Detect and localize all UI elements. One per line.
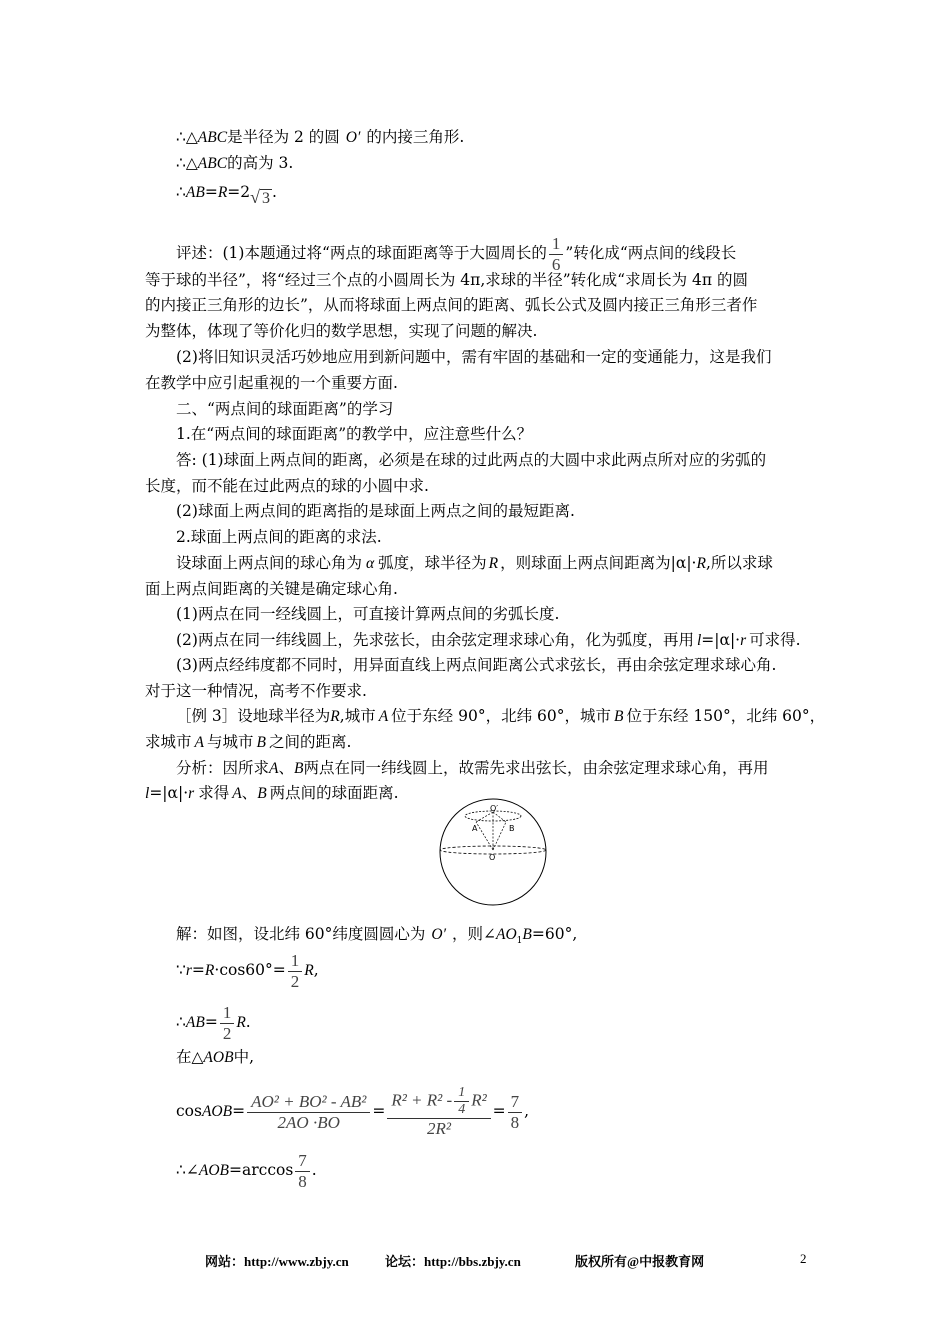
solution-line-2: ∵r=R·cos60°= $\frac{1}{2}$ R,	[176, 950, 319, 991]
answer-line-1: 答: (1)球面上两点间的距离，必须是在球的过此两点的大圆中求此两点所对应的劣弧的	[176, 451, 767, 469]
footer-site[interactable]: 网站：http://www.zbjy.cn	[205, 1254, 349, 1269]
method-case-2: (2)两点在同一纬线圆上，先求弦长，由余弦定理求球心角，化为弧度，再用 l=|α|·r 可求得.	[176, 631, 801, 649]
fraction-half: $\frac{1}{2}$	[288, 951, 303, 992]
radius-r: R	[217, 184, 228, 201]
fraction-law-of-cosines: $\frac{\text{AO² + BO² - AB²}}{2AO \cdot BO}$	[247, 1092, 370, 1133]
method-line-1: 设球面上两点间的球心角为 α 弧度，球半径为 R ，则球面上两点间距离为|α|·R,所以求球	[176, 554, 773, 572]
label-o-prime: O′	[490, 804, 499, 813]
comment-line-3: 的内接正三角形的边长”，从而将球面上两点间的距离、弧长公式及圆内接正三角形三者作	[145, 296, 758, 314]
answer-line-3: (2)球面上两点间的距离指的是球面上两点之间的最短距离.	[176, 502, 575, 520]
triangle-name: ABC	[197, 155, 228, 172]
fraction-seven-eighths: $\frac{7}{8}$	[295, 1151, 310, 1192]
period: .	[272, 183, 277, 201]
center-name: O′	[345, 129, 361, 146]
eq: =	[204, 183, 218, 201]
analysis-line-1: 分析：因所求A、B两点在同一纬线圆上，故需先求出弦长，由余弦定理求球心角，再用	[176, 759, 769, 777]
method-line-2: 面上两点间距离的关键是确定球心角.	[145, 580, 398, 598]
comment-line-4: 为整体，体现了等价化归的数学思想，实现了问题的解决.	[145, 322, 538, 340]
comment-line-5: (2)将旧知识灵活巧妙地应用到新问题中，需有牢固的基础和一定的变通能力，这是我们	[176, 348, 772, 366]
label-b: B	[509, 824, 515, 833]
solution-conclusion: ∴∠AOB=arccos $\frac{7}{8}$ .	[176, 1150, 317, 1191]
method-case-3-note: 对于这一种情况，高考不作要求.	[145, 682, 367, 700]
method-case-3: (3)两点经纬度都不同时，用异面直线上两点间距离公式求弦长，再由余弦定理求球心角.	[176, 656, 777, 674]
segment-ab: AB	[185, 184, 205, 201]
label-o: O	[489, 853, 496, 862]
therefore: ∴	[176, 183, 186, 201]
text: 的高为 3.	[227, 154, 294, 172]
text: 的内接三角形.	[366, 128, 465, 146]
fraction-half: $\frac{1}{2}$	[220, 1003, 235, 1044]
label-a: A	[472, 824, 478, 833]
triangle-name: ABC	[197, 129, 228, 146]
section-heading: 二、“两点间的球面距离”的学习	[176, 400, 394, 418]
proof-line-1	[176, 126, 464, 149]
comment-line-2: 等于球的半径”，将“经过三个点的小圆周长为 4π,求球的半径”转化成“求周长为 4π 的圆	[145, 271, 749, 289]
coef: =2	[227, 183, 251, 201]
analysis-line-2: l=|α|·r 求得 A、B 两点间的球面距离.	[145, 784, 399, 802]
footer-copyright: 版权所有@中报教育网	[575, 1254, 705, 1269]
comment-line-1: 评述：(1)本题通过将“两点的球面距离等于大圆周长的 $\frac{1}{6}$ ”转化成“两点间的线段长	[176, 233, 737, 274]
page-number: 2	[800, 1251, 807, 1266]
cosine-formula: cosAOB= $\frac{\text{AO² + BO² - AB²}}{2AO \cdot BO}$ = R² + R² - $\frac{1}{4}$ R² 2R² = $\frac{7}{8}$ ,	[176, 1085, 530, 1138]
solution-line-1: 解：如图，设北纬 60°纬度圆圆心为 O′ ，则$\angle AO_1B=60^\circ$,	[176, 925, 578, 947]
therefore: ∴△	[176, 128, 198, 146]
comment-line-6: 在教学中应引起重视的一个重要方面.	[145, 374, 398, 392]
fraction-substituted: R² + R² - $\frac{1}{4}$ R² 2R²	[387, 1085, 490, 1139]
question-2: 2.球面上两点间的距离的求法.	[176, 528, 382, 546]
therefore: ∴△	[176, 154, 198, 172]
proof-line-2	[176, 152, 293, 175]
example-3-line-2: 求城市 A 与城市 B 之间的距离.	[145, 733, 352, 751]
method-case-1: (1)两点在同一经线圆上，可直接计算两点间的劣弧长度.	[176, 605, 560, 623]
fraction-seven-eighths: $\frac{7}{8}$	[508, 1092, 523, 1133]
sqrt-symbol: √ 3	[250, 187, 271, 207]
text: 是半径为 2 的圆	[227, 128, 340, 146]
footer-forum[interactable]: 论坛：http://bbs.zbjy.cn	[385, 1254, 521, 1269]
sphere-outline	[440, 799, 546, 905]
fraction-one-sixth: $\frac{1}{6}$	[549, 234, 564, 275]
sphere-figure	[434, 798, 552, 906]
solution-line-4: 在△AOB中,	[176, 1048, 254, 1066]
answer-line-2: 长度，而不能在过此两点的球的小圆中求.	[145, 477, 429, 495]
example-3-line-1: ［例 3］设地球半径为R,城市 A 位于东经 90°，北纬 60°，城市 B 位于东经 150°，北纬 60°，	[176, 707, 826, 725]
solution-line-3: ∴AB= $\frac{1}{2}$ R.	[176, 1002, 251, 1043]
proof-line-3	[176, 181, 277, 210]
question-1: 1.在“两点间的球面距离”的教学中，应注意些什么？	[176, 425, 533, 443]
